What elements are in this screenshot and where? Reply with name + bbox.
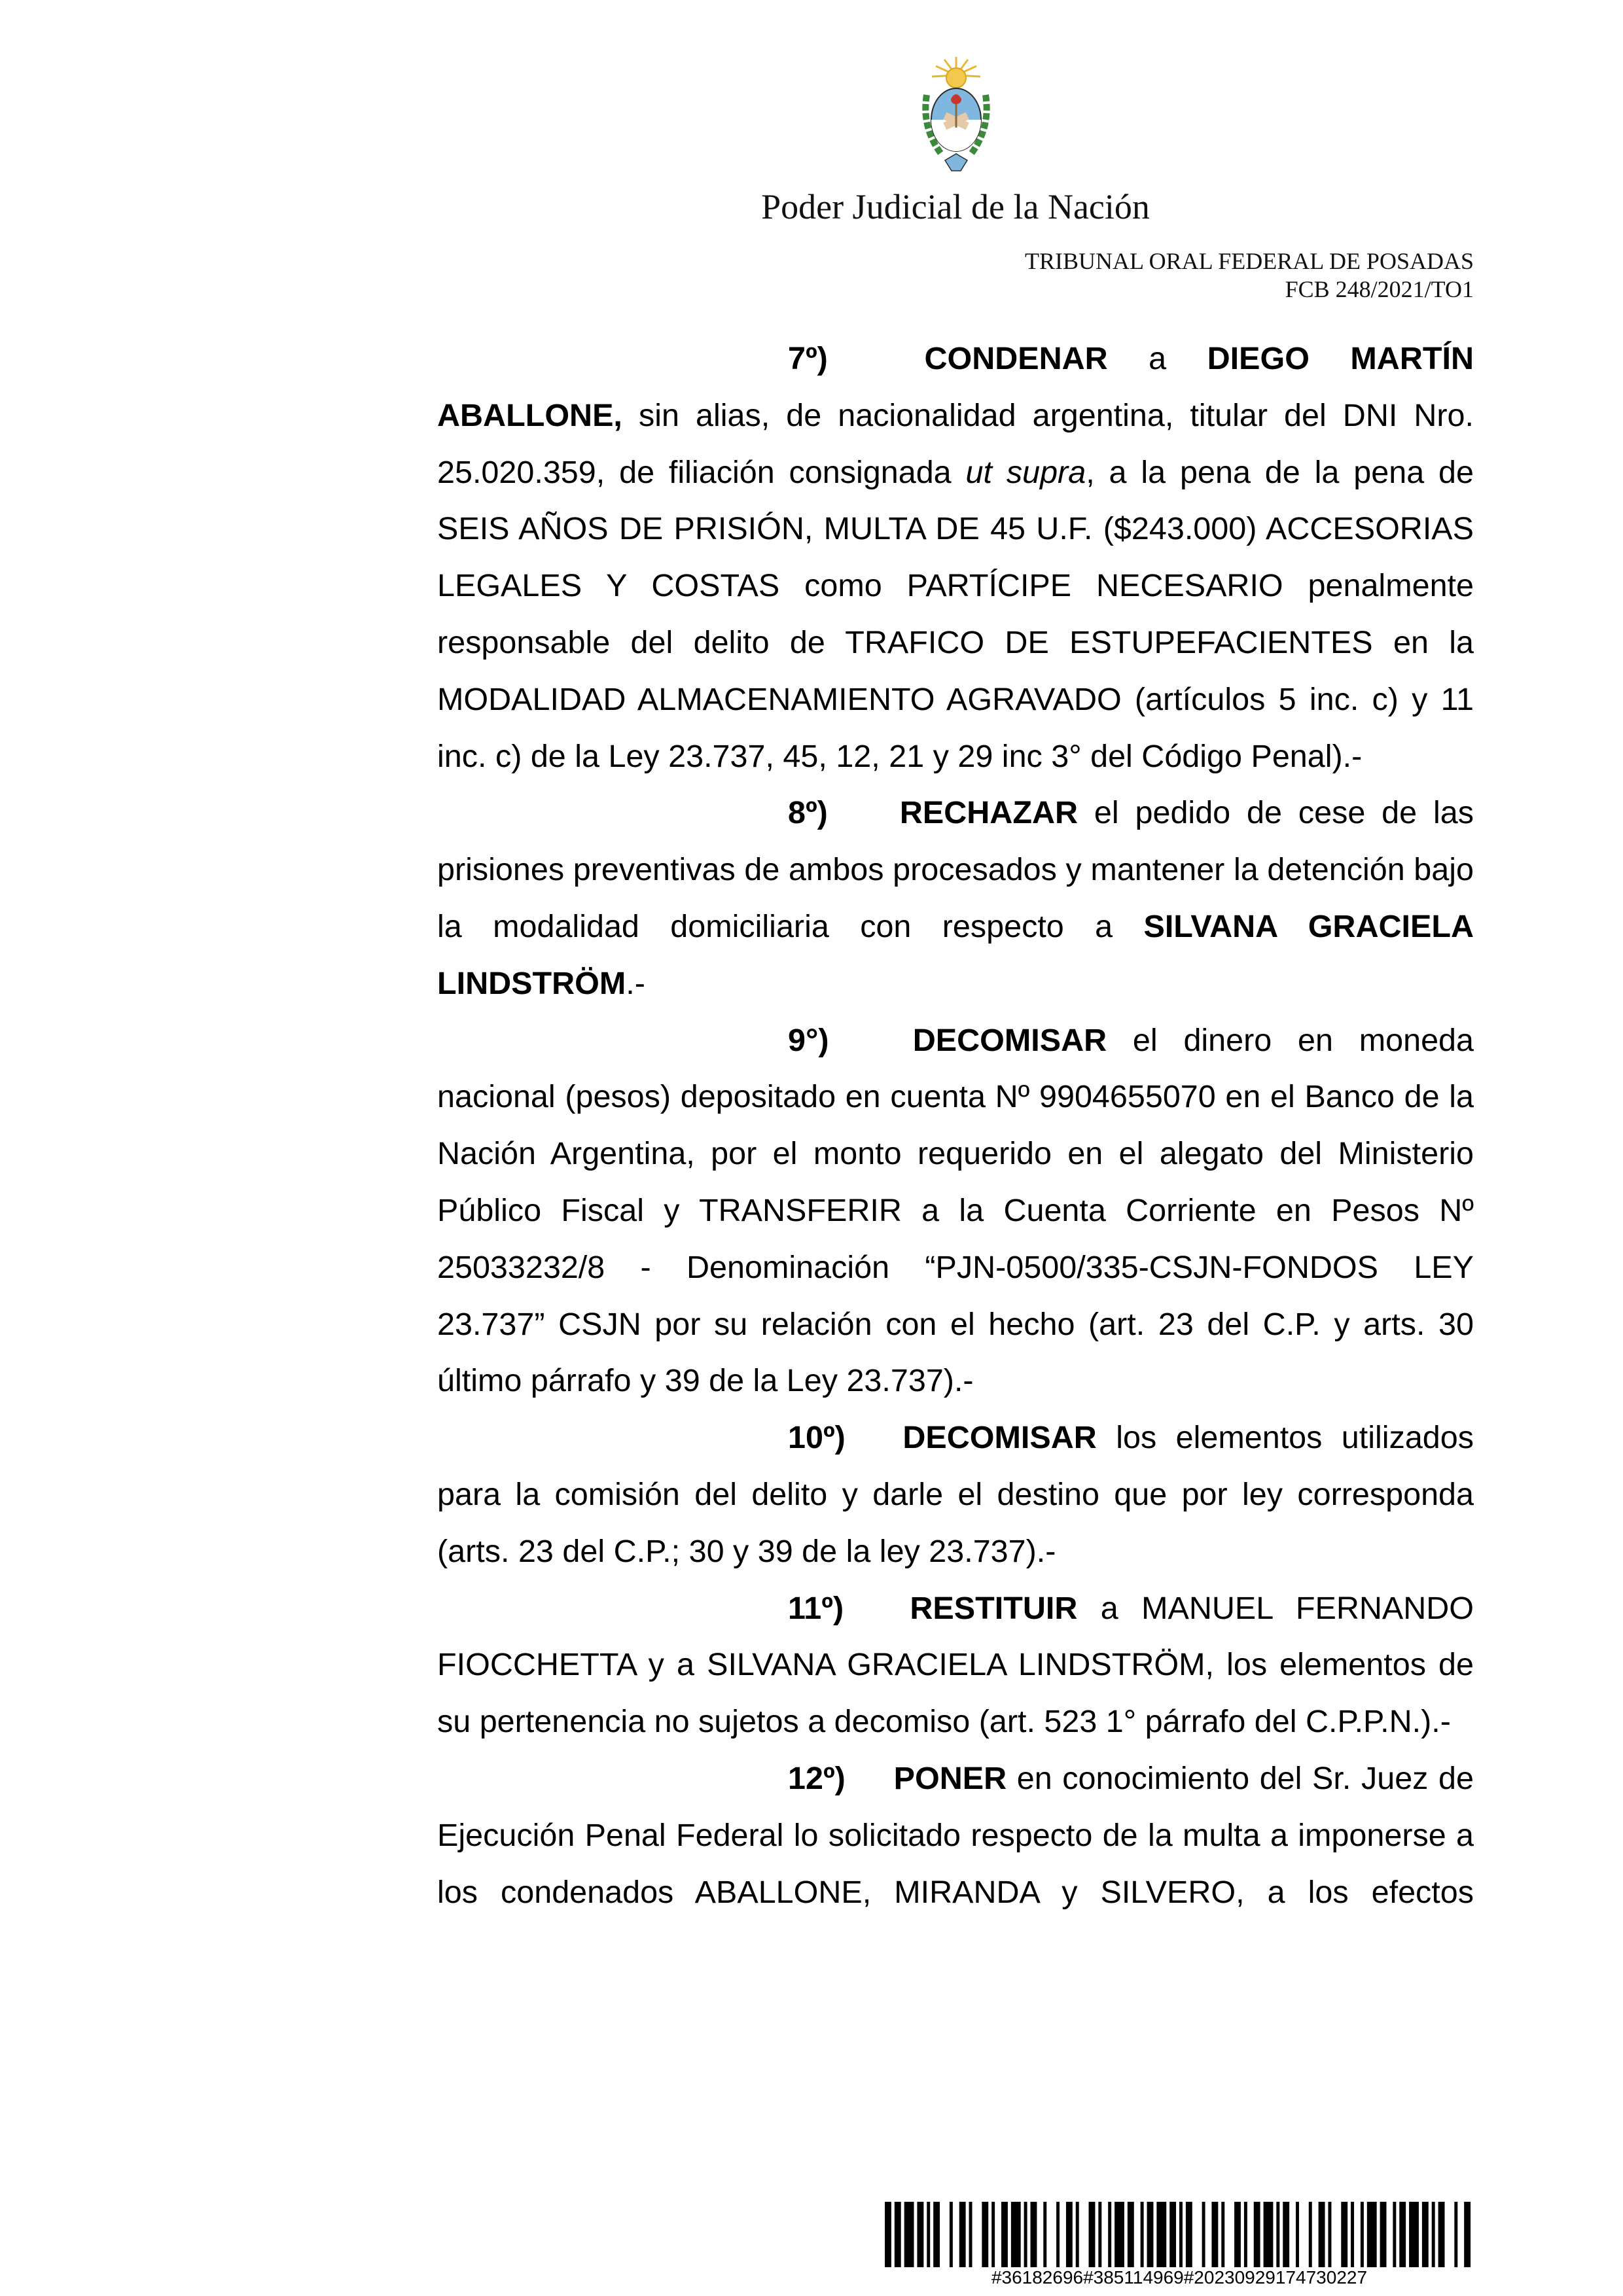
defendant-surname: ABALLONE, [437, 397, 622, 433]
barcode-bar [1409, 2202, 1419, 2267]
barcode-bar [1422, 2202, 1429, 2267]
barcode-bar [1024, 2202, 1027, 2267]
barcode-bar [1254, 2202, 1260, 2267]
barcode-bar [1169, 2202, 1176, 2267]
barcode-bar [1141, 2202, 1144, 2267]
document-barcode [885, 2202, 1474, 2267]
resolution-body [437, 330, 1474, 1920]
paragraph-12 [437, 1750, 1474, 1920]
barcode-bar [1202, 2202, 1205, 2267]
paragraph-text: a MANUEL FERNANDO FIOCCHETTA y a SILVANA GRACIELA LINDSTRÖM, los elementos de su pertenencia no sujetos a decomiso (art. 523 1° párrafo del C.P.P.N.).- [437, 1590, 1474, 1740]
barcode-bar [1156, 2202, 1166, 2267]
barcode-bar [959, 2202, 966, 2267]
barcode-bar [1221, 2202, 1224, 2267]
item-number: 12º) [788, 1760, 846, 1796]
paragraph-11 [437, 1580, 1474, 1750]
barcode-bar [1319, 2202, 1325, 2267]
case-number: FCB 248/2021/TO1 [1285, 276, 1474, 302]
barcode-bar [1186, 2202, 1192, 2267]
item-verb: DECOMISAR [902, 1420, 1097, 1456]
item-number: 10º) [788, 1420, 846, 1456]
paragraph-7-first-line [437, 330, 1474, 387]
barcode-bar [933, 2202, 940, 2267]
item-verb: RESTITUIR [910, 1590, 1078, 1626]
barcode-code: #36182696#385114969#20230929174730227 [991, 2267, 1368, 2287]
item-number: 11º) [788, 1590, 844, 1626]
barcode-bar [982, 2202, 988, 2267]
barcode-bar [1128, 2202, 1134, 2267]
argentina-coat-of-arms-icon [915, 56, 997, 173]
defendant-name: DIEGO MARTÍN [1207, 341, 1474, 376]
barcode-bar [1179, 2202, 1183, 2267]
court-name: TRIBUNAL ORAL FEDERAL DE POSADAS [1024, 248, 1474, 274]
item-number: 8º) [788, 795, 828, 831]
barcode-bar [950, 2202, 953, 2267]
barcode-bar [1432, 2202, 1435, 2267]
barcode-bar [1244, 2202, 1247, 2267]
barcode-bar [1001, 2202, 1008, 2267]
barcode-bar [1011, 2202, 1021, 2267]
barcode-bar [1393, 2202, 1396, 2267]
barcode-bar [1115, 2202, 1124, 2267]
paragraph-7 [437, 387, 1474, 785]
barcode-bar [1454, 2202, 1457, 2267]
paragraph-text: el pedido de cese de las prisiones preventivas de ambos procesados y mantener la detención bajo la modalidad domiciliaria con respecto a [437, 795, 1474, 944]
barcode-bar [1098, 2202, 1101, 2267]
barcode-bar [1234, 2202, 1241, 2267]
institution-title: Poder Judicial de la Nación [761, 187, 1150, 226]
item-verb: DECOMISAR [912, 1022, 1107, 1058]
barcode-bar [1367, 2202, 1377, 2267]
defendant-name: SILVANA GRACIELA LINDSTRÖM [437, 908, 1474, 1001]
item-number: 9°) [788, 1022, 829, 1058]
barcode-bar [1056, 2202, 1060, 2267]
barcode-bar [1399, 2202, 1406, 2267]
barcode-bar [1341, 2202, 1347, 2267]
item-number: 7º) [788, 341, 828, 376]
barcode-bar [1296, 2202, 1299, 2267]
connector-text: a [1149, 341, 1167, 376]
barcode-bar [1309, 2202, 1312, 2267]
barcode-bar [1211, 2202, 1218, 2267]
barcode-bar [1076, 2202, 1079, 2267]
barcode-bar [1031, 2202, 1037, 2267]
barcode-bar [1089, 2202, 1096, 2267]
latin-term: ut supra [965, 454, 1086, 490]
barcode-bar [1147, 2202, 1154, 2267]
barcode-bar [917, 2202, 923, 2267]
paragraph-10 [437, 1409, 1474, 1580]
barcode-bar [895, 2202, 901, 2267]
barcode-bar [1464, 2202, 1471, 2267]
paragraph-text: los elementos utilizados para la comisión del delito y darle el destino que por ley corresponda (arts. 23 del C.P.; 30 y 39 de la ley 23.737).- [437, 1420, 1474, 1569]
barcode-bar [927, 2202, 930, 2267]
item-verb: CONDENAR [924, 341, 1108, 376]
paragraph-text: en conocimiento del Sr. Juez de Ejecución Penal Federal lo solicitado respecto de la multa a imponerse a los condenados ABALLONE, MIRANDA y SILVERO, a los efectos [437, 1760, 1474, 1910]
barcode-bar [1066, 2202, 1073, 2267]
barcode-bar [1328, 2202, 1331, 2267]
barcode-bar [904, 2202, 914, 2267]
barcode-bar [1283, 2202, 1289, 2267]
paragraph-text: , a la pena de la pena de SEIS AÑOS DE PRISIÓN, MULTA DE 45 U.F. ($243.000) ACCESORIAS LEGALES Y COSTAS como PARTÍCIPE NECESARIO penalmente responsable del delito de TRAFICO DE ESTUPEFACIENTES en la MODALIDAD ALMACENAMIENTO AGRAVADO (artículos 5 inc. c) y 11 inc. c) de la Ley 23.737, 45, 12, 21 y 29 inc 3° del Código Penal).- [437, 454, 1474, 774]
barcode-bar [1043, 2202, 1046, 2267]
barcode-bar [885, 2202, 891, 2267]
barcode-bar [1264, 2202, 1274, 2267]
barcode-bar [1438, 2202, 1445, 2267]
paragraph-end: .- [626, 965, 645, 1001]
barcode-bar [1351, 2202, 1354, 2267]
barcode-bar [1380, 2202, 1387, 2267]
barcode-bar [1108, 2202, 1111, 2267]
barcode-bar [991, 2202, 995, 2267]
barcode-bar [969, 2202, 972, 2267]
paragraph-text: el dinero en moneda nacional (pesos) depositado en cuenta Nº 9904655070 en el Banco de la Nación Argentina, por el monto requerido en el alegato del Ministerio Público Fiscal y TRANSFERIR a la Cuenta Corriente en Pesos Nº 25033232/8 - Denominación “PJN-0500/335-CSJN-FONDOS LEY 23.737” CSJN por su relación con el hecho (art. 23 del C.P. y arts. 30 último párrafo y 39 de la Ley 23.737).- [437, 1022, 1474, 1399]
item-verb: RECHAZAR [899, 795, 1079, 831]
paragraph-text: sin alias, de nacionalidad argentina, titular del DNI Nro. 25.020.359, de filiación consignada [437, 397, 1474, 490]
paragraph-9 [437, 1012, 1474, 1410]
barcode-bar [1276, 2202, 1279, 2267]
paragraph-8 [437, 785, 1474, 1012]
item-verb: PONER [893, 1760, 1007, 1796]
barcode-bar [1361, 2202, 1364, 2267]
